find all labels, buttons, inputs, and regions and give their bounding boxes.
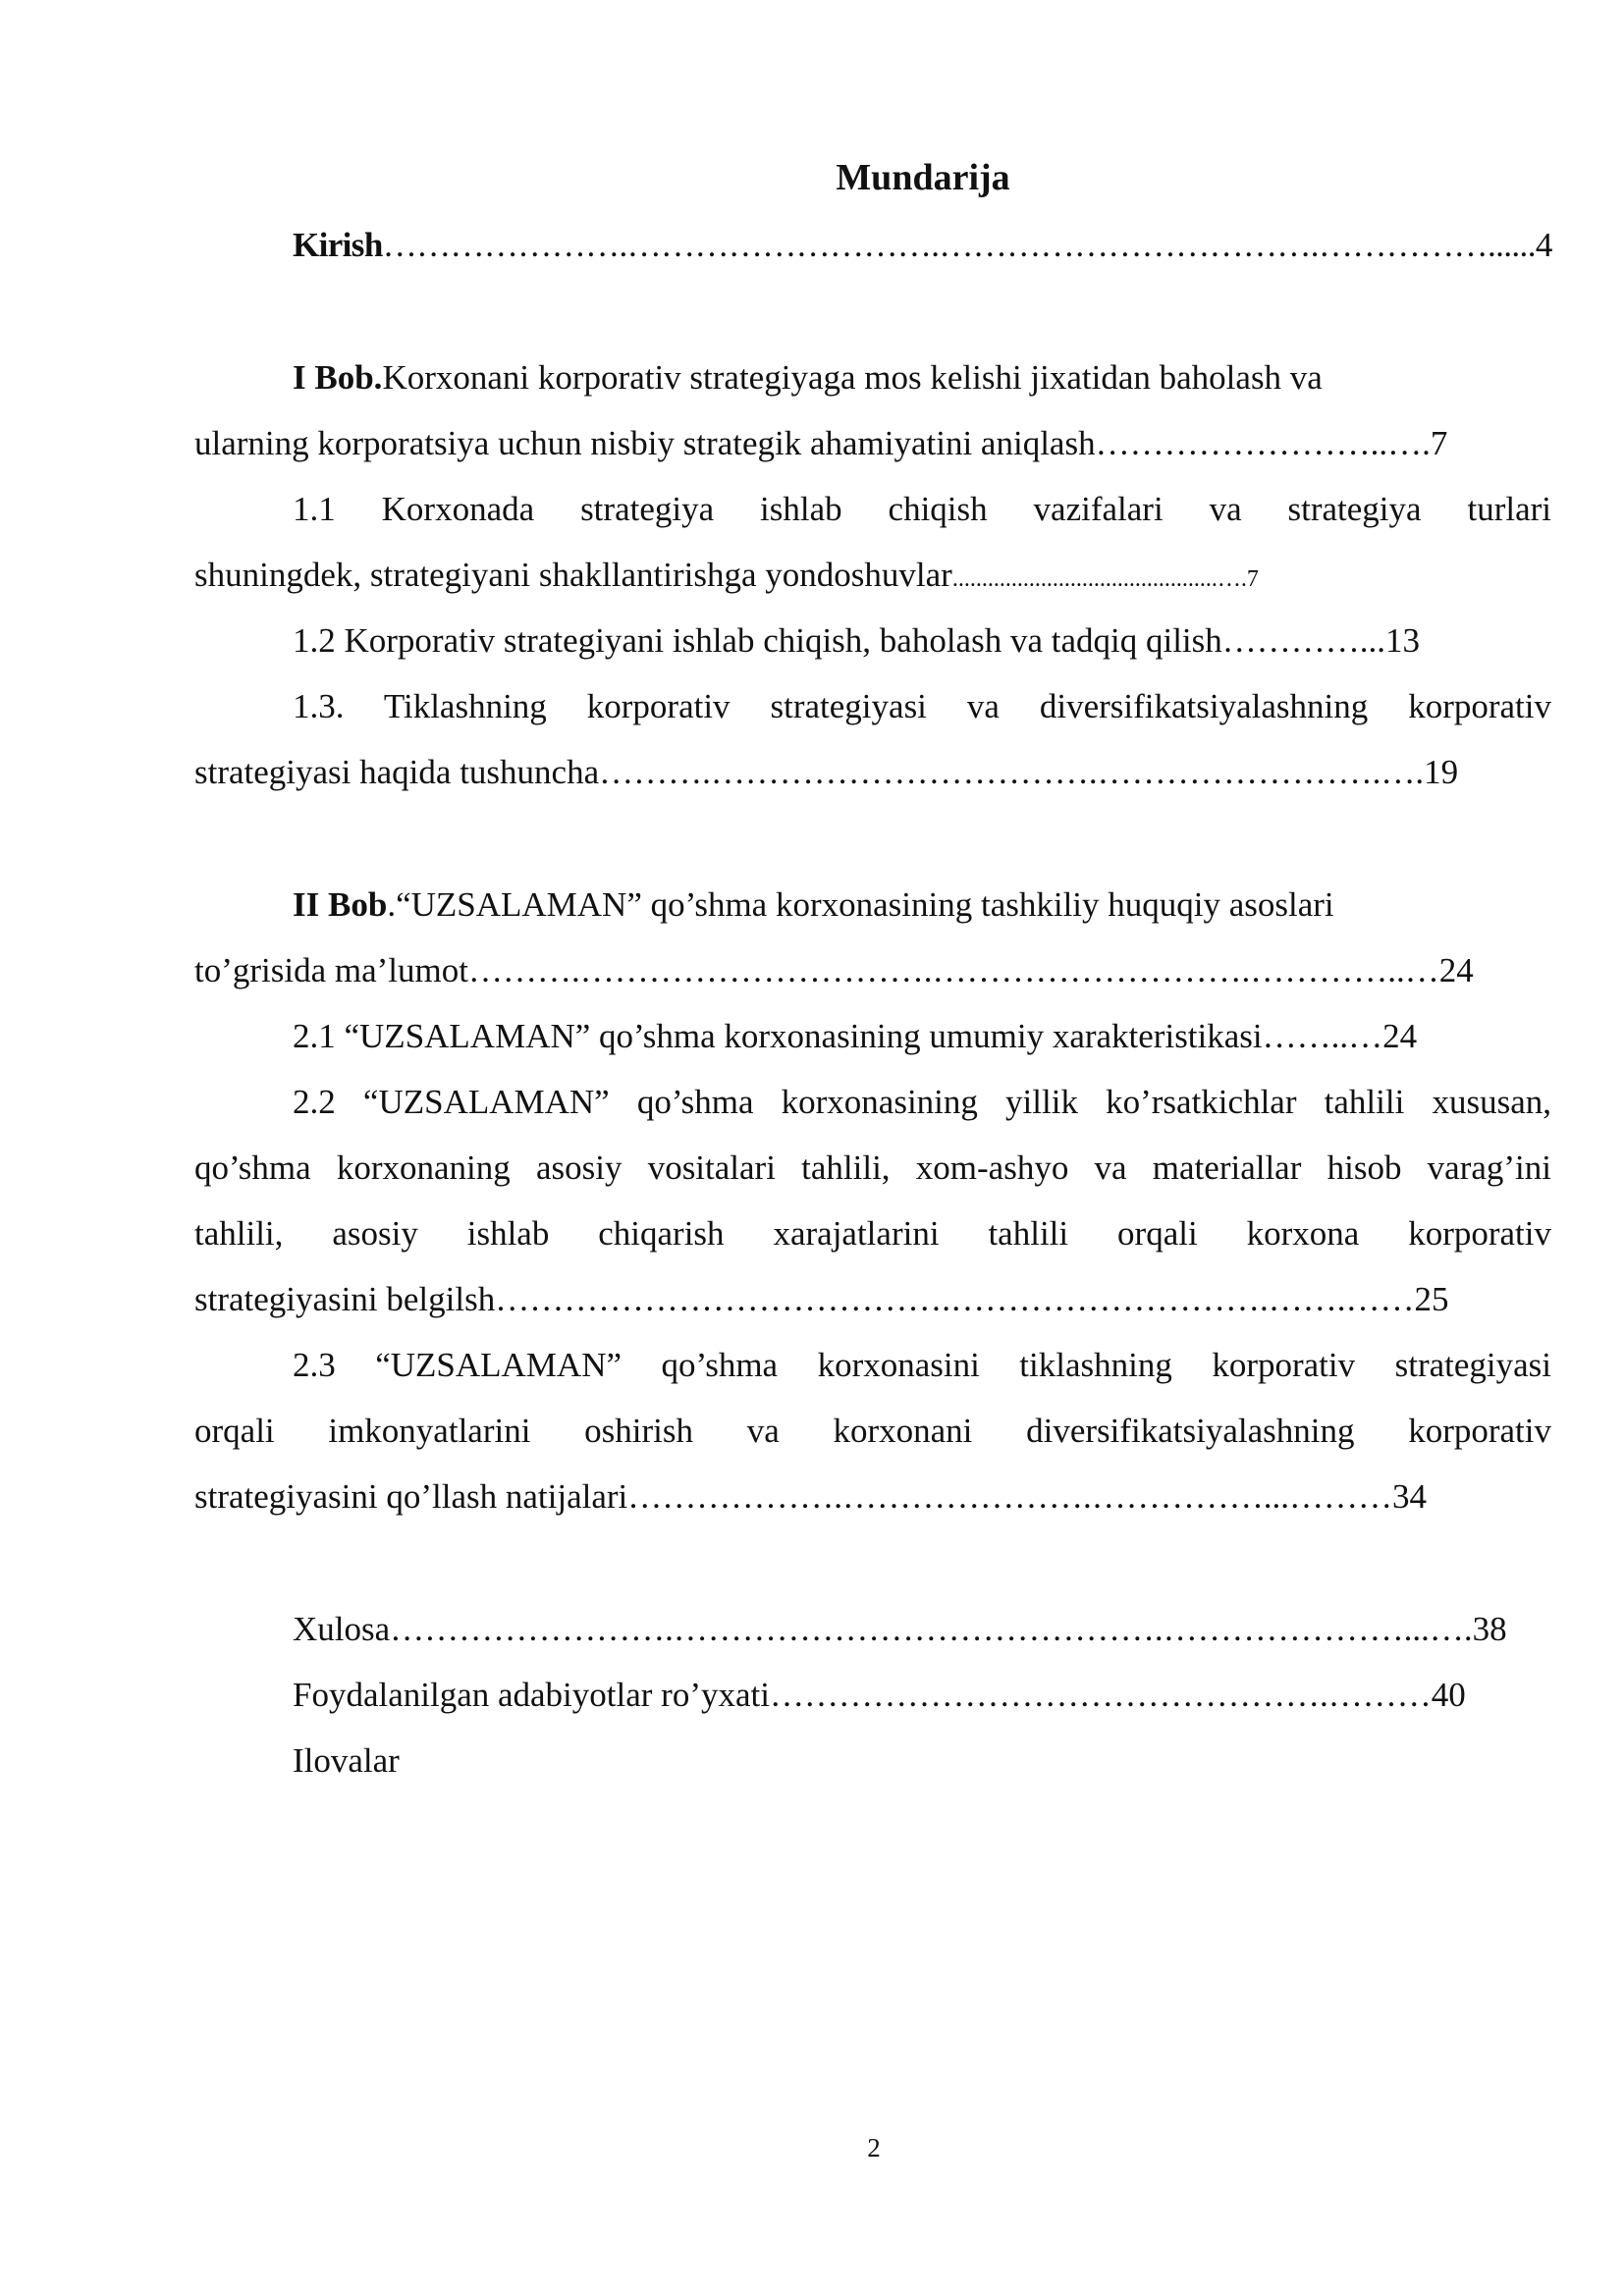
toc-entry-ilovalar: Ilovalar bbox=[293, 1741, 400, 1780]
toc-section-2-3-line-2: orqali imkonyatlarini oshirish va korxonani diversifikatsiyalashning korporativ bbox=[194, 1412, 1551, 1450]
toc-section-2-2-line-2: qo’shma korxonaning asosiy vositalari tahlili, xom-ashyo va materiallar hisob varag’ini bbox=[194, 1148, 1551, 1187]
toc-section-2-1: 2.1 “UZSALAMAN” qo’shma korxonasining umumiy xarakteristikasi……..…24 bbox=[293, 1017, 1418, 1055]
toc-kirish-dots: ………………….……………………….…………………………….……………...... bbox=[382, 226, 1536, 264]
toc-section-1-3-line-2: strategiyasi haqida tushuncha……….…………………………….…………………….….19 bbox=[194, 753, 1459, 791]
toc-kirish-label: Kirish bbox=[293, 226, 383, 264]
toc-kirish-page: 4 bbox=[1535, 226, 1552, 264]
toc-section-1-2: 1.2 Korporativ strategiyani ishlab chiqish, baholash va tadqiq qilish…………...13 bbox=[293, 621, 1421, 660]
toc-chapter-2-line-1 bbox=[293, 872, 1551, 937]
toc-chapter-1-number: I Bob. bbox=[293, 358, 383, 397]
toc-chapter-2-number: II Bob bbox=[293, 885, 388, 924]
toc-section-1-1-text: shuningdek, strategiyani shakllantirishga yondoshuvlar bbox=[194, 556, 952, 594]
toc-chapter-1-line-2: ularning korporatsiya uchun nisbiy strategik ahamiyatini aniqlash……………………..….7 bbox=[194, 424, 1448, 462]
toc-section-1-3-line-1: 1.3. Tiklashning korporativ strategiyasi va diversifikatsiyalashning korporativ bbox=[293, 687, 1551, 725]
page-number: 2 bbox=[867, 2133, 881, 2163]
toc-entry-adabiyotlar: Foydalanilgan adabiyotlar ro’yxati………………………………………….………40 bbox=[293, 1676, 1466, 1714]
toc-section-1-1-line-1: 1.1 Korxonada strategiya ishlab chiqish vazifalari va strategiya turlari bbox=[293, 490, 1551, 528]
toc-chapter-2-title: .“UZSALAMAN” qo’shma korxonasining tashkiliy huquqiy asoslari bbox=[387, 885, 1334, 924]
toc-chapter-1-title: Korxonani korporativ strategiyaga mos kelishi jixatidan baholash va bbox=[382, 358, 1323, 397]
toc-section-2-2-line-3: tahlili, asosiy ishlab chiqarish xarajatlarini tahlili orqali korxona korporativ bbox=[194, 1214, 1551, 1253]
toc-section-2-2-line-1: 2.2 “UZSALAMAN” qo’shma korxonasining yillik ko’rsatkichlar tahlili xususan, bbox=[293, 1083, 1551, 1121]
toc-section-2-3-line-3: strategiyasini qo’llash natijalari……………….………………….……………...………34 bbox=[194, 1477, 1428, 1516]
toc-section-1-1-dots: .............................................….7 bbox=[951, 566, 1259, 592]
toc-section-2-3-line-1: 2.3 “UZSALAMAN” qo’shma korxonasini tiklashning korporativ strategiyasi bbox=[293, 1346, 1551, 1384]
toc-section-2-2-line-4: strategiyasini belgilsh………………………………….……………………….…….……25 bbox=[194, 1280, 1449, 1318]
toc-section-1-1-line-2 bbox=[194, 542, 1551, 613]
toc-chapter-2-line-2: to’grisida ma’lumot……….………………………….……………………….…………..…24 bbox=[194, 951, 1474, 989]
page-title: Mundarija bbox=[836, 157, 1010, 198]
toc-entry-kirish bbox=[293, 212, 1551, 278]
toc-chapter-1-line-1 bbox=[293, 345, 1551, 410]
toc-entry-xulosa: Xulosa…………………….…………………………………….…………………...….38 bbox=[293, 1610, 1507, 1648]
